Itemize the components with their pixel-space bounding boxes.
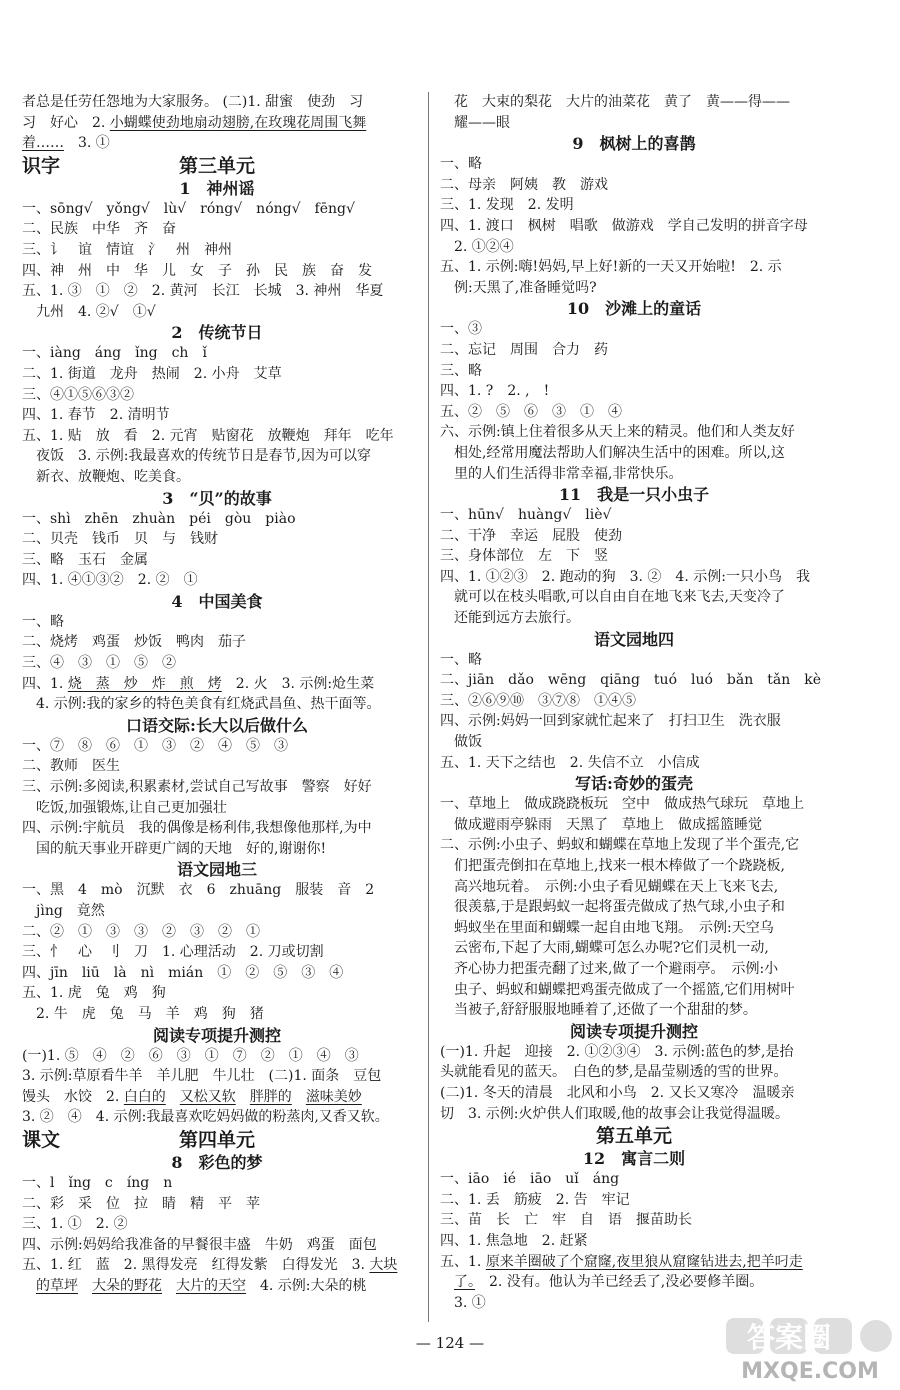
answer-line <box>440 608 828 629</box>
answer-line <box>440 154 828 175</box>
answer-line <box>22 219 412 240</box>
answer-line <box>440 691 828 712</box>
answer-text: 三、略 <box>440 362 482 379</box>
answer-text: 三、苗 长 亡 牢 自 语 揠苗助长 <box>440 1212 692 1229</box>
answer-line <box>440 546 828 567</box>
answer-line <box>22 963 412 984</box>
watermark-logo <box>720 1314 896 1386</box>
answer-text: 一、略 <box>440 651 482 668</box>
answer-line <box>22 756 412 777</box>
answer-text: 三、讠 谊 情谊 氵 州 神州 <box>22 241 232 258</box>
answer-line <box>22 1066 412 1087</box>
answer-line <box>440 1104 828 1125</box>
answer-text: 二、母亲 阿姨 教 游戏 <box>440 176 608 193</box>
answer-text: 一、黑 4 mò 沉默 衣 6 zhuāng 服装 音 2 <box>22 882 375 899</box>
underlined-answer: 胖胖的 <box>249 1088 292 1105</box>
answer-line <box>440 711 828 732</box>
underlined-answer: 的草坪 <box>36 1277 78 1294</box>
answer-text: 例:天黑了,准备睡觉吗? <box>440 279 597 296</box>
answer-line <box>22 113 412 134</box>
answer-text: 二、忘记 周围 合力 药 <box>440 341 608 358</box>
answer-line <box>440 587 828 608</box>
answer-text: 五、1. 示例:嗨!妈妈,早上好!新的一天又开始啦! 2. 示 <box>440 259 782 276</box>
answer-text: 当被子,舒舒服服地睡着了,还做了一个甜甜的梦。 <box>440 1002 757 1019</box>
answer-line <box>22 983 412 1004</box>
answer-line <box>22 632 412 653</box>
answer-line <box>440 361 828 382</box>
underlined-answer: 原来羊圈破了个窟窿,夜里狼从窟窿钻进去,把羊叼走 <box>485 1253 803 1270</box>
answer-text: 四、示例:宇航员 我的偶像是杨利伟,我想像他那样,为中 <box>22 820 372 837</box>
answer-text: 2. ①②④ <box>440 238 514 255</box>
lesson-title: 10 沙滩上的童话 <box>566 299 702 319</box>
answer-line <box>440 1272 828 1293</box>
answer-text: 六、示例:镇上住着很多从天上来的精灵。他们和人类友好 <box>440 424 795 441</box>
lesson-title: 4 中国美食 <box>171 591 263 611</box>
lesson-title: 8 彩色的梦 <box>171 1152 263 1172</box>
answer-text: 还能到远方去旅行。 <box>440 610 580 627</box>
answer-text: 新衣、放鞭炮、吃美食。 <box>22 468 190 485</box>
lesson-title: 3 “贝”的故事 <box>162 488 272 508</box>
answer-text: 耀——眼 <box>440 114 510 131</box>
answer-text: 3. ① <box>64 135 110 152</box>
answer-text: 三、④①⑤⑥③② <box>22 386 134 403</box>
answer-text: 三、身体部位 左 下 竖 <box>440 548 608 565</box>
answer-line <box>22 343 412 364</box>
answer-text <box>292 1089 306 1105</box>
answer-text: 2. 火 3. 示例:炝生菜 <box>221 675 375 692</box>
answer-line <box>22 529 412 550</box>
answer-text: 二、彩 采 位 拉 睛 精 平 苹 <box>22 1195 260 1212</box>
answer-line <box>22 281 412 302</box>
answer-line <box>440 897 828 918</box>
answer-line <box>440 794 828 815</box>
answer-text: 三、1. ① 2. ② <box>22 1216 128 1233</box>
answer-line <box>22 901 412 922</box>
section-tag: 识字 <box>22 154 61 177</box>
answer-text: 4. 示例:我的家乡的特色美食有红烧武昌鱼、热干面等。 <box>22 696 381 713</box>
answer-line <box>440 381 828 402</box>
answer-line <box>440 918 828 939</box>
answer-text: 一、⑦ ⑧ ⑥ ① ③ ② ④ ⑤ ③ <box>22 737 288 754</box>
answer-text: 做饭 <box>440 734 482 751</box>
answer-text: 三、略 玉石 金属 <box>22 551 148 568</box>
answer-line <box>22 570 412 591</box>
answer-text: 二、1. 街道 龙舟 热闹 2. 小舟 艾草 <box>22 365 282 382</box>
answer-text: 四、示例:妈妈一回到家就忙起来了 打扫卫生 洗衣服 <box>440 713 781 730</box>
underlined-answer: 大块 <box>369 1257 398 1274</box>
answer-text: 五、1. <box>440 1253 486 1270</box>
answer-text: 二、② ① ③ ③ ② ③ ② ① <box>22 923 260 940</box>
answer-text: 三、1. 发现 2. 发明 <box>440 197 574 214</box>
answer-text: 头就能看见的蓝天。 白色的梦,是晶莹剔透的雪的世界。 <box>440 1064 788 1081</box>
answer-text: 一、hūn√ huàng√ liè√ <box>440 507 612 524</box>
answer-line <box>22 942 412 963</box>
answer-line <box>22 1235 412 1256</box>
watermark-domain: MXQE.COM <box>741 1359 879 1384</box>
answer-text: 馒头 水饺 2. <box>22 1088 124 1105</box>
answer-line <box>440 732 828 753</box>
answer-text: 四、1. 渡口 枫树 唱歌 做游戏 学自己发明的拼音字母 <box>440 217 808 234</box>
lesson-title: 12 寓言二则 <box>582 1149 686 1169</box>
answer-text: jìng 竟然 <box>22 903 105 919</box>
unit-title: 第四单元 <box>178 1128 255 1151</box>
answer-text: 吃饭,加强锻炼,让自己更加强壮 <box>22 799 227 816</box>
answer-text: 五、1. 天下之结也 2. 失信不立 小信成 <box>440 754 700 771</box>
unit-header <box>22 1128 412 1152</box>
answer-text: 虫子、蚂蚁和蝴蝶把鸡蛋壳做成了一个摇篮,它们用树叶 <box>440 981 795 998</box>
lesson-title: 阅读专项提升测控 <box>152 1025 281 1045</box>
answer-line <box>22 467 412 488</box>
answer-line <box>22 674 412 695</box>
answer-line <box>440 835 828 856</box>
answer-text: 高兴地玩着。 示例:小虫子看见蝴蝶在天上飞来飞去, <box>440 878 779 895</box>
answer-line <box>440 278 828 299</box>
answer-line <box>440 1083 828 1104</box>
answer-text: 一、l ǐng c íng n <box>22 1174 173 1191</box>
answer-text: 就可以在枝头唱歌,可以自由自在地飞来飞去,天变冷了 <box>440 589 785 606</box>
answer-line <box>22 385 412 406</box>
answer-line <box>440 1169 828 1190</box>
answer-text: 五、1. ③ ① ② 2. 黄河 长江 长城 3. 神州 华夏 <box>22 283 384 300</box>
answer-text: 四、1. 焦急地 2. 赶紧 <box>440 1232 588 1249</box>
underlined-answer: 滋味美妙 <box>305 1088 362 1105</box>
answer-line <box>440 464 828 485</box>
right-column <box>440 92 828 1313</box>
lesson-title: 口语交际:长大以后做什么 <box>126 715 308 735</box>
answer-text: 相处,经常用魔法帮助人们解决生活中的困难。所以,这 <box>440 444 785 461</box>
answer-line <box>440 195 828 216</box>
answer-line <box>22 653 412 674</box>
answer-text: 一、sōng√ yǒng√ lù√ róng√ nóng√ fēng√ <box>22 200 355 217</box>
answer-line <box>440 1231 828 1252</box>
answer-text: 二、示例:小虫子、蚂蚁和蝴蝶在草地上发现了半个蛋壳,它 <box>440 837 800 854</box>
unit-title: 第五单元 <box>595 1125 672 1148</box>
answer-line <box>440 856 828 877</box>
answer-text: 习 好心 2. <box>22 114 110 131</box>
lesson-title: 11 我是一只小虫子 <box>558 485 710 505</box>
answer-line <box>22 839 412 860</box>
answer-line <box>440 938 828 959</box>
answer-text: 切 3. 示例:火炉供人们取暖,他的故事会让我觉得温暖。 <box>440 1105 789 1122</box>
lesson-title: 9 枫树上的喜鹊 <box>572 134 696 154</box>
answer-line <box>440 422 828 443</box>
answer-text: 四、1. 春节 2. 清明节 <box>22 407 170 424</box>
answer-line <box>22 92 412 113</box>
answer-text: (一)1. 升起 迎接 2. ①②③④ 3. 示例:蓝色的梦,是抬 <box>440 1043 794 1060</box>
answer-line <box>22 405 412 426</box>
answer-line <box>22 199 412 220</box>
answer-text: (二)1. 冬天的清晨 北风和小鸟 2. 又长又寒冷 温暖亲 <box>440 1084 795 1101</box>
answer-line <box>440 402 828 423</box>
answer-text: 们把蛋壳倒扣在草地上,找来一根木棒做了一个跷跷板, <box>440 858 785 874</box>
answer-text: 花 大束的梨花 大片的油菜花 黄了 黄——得—— <box>440 94 790 110</box>
answer-text: 里的人们生活得非常幸福,非常快乐。 <box>440 465 683 482</box>
answer-line <box>440 1252 828 1273</box>
answer-line <box>440 877 828 898</box>
answer-text: 3. 示例:草原看牛羊 羊儿肥 牛儿壮 (二)1. 面条 豆包 <box>22 1068 382 1085</box>
column-divider <box>428 92 429 1322</box>
answer-line <box>22 1173 412 1194</box>
answer-text: 3. ② ④ 4. 示例:我最喜欢吃妈妈做的粉蒸肉,又香又软。 <box>22 1109 389 1126</box>
answer-text: 二、烧烤 鸡蛋 炒饭 鸭肉 茄子 <box>22 634 246 651</box>
answer-line <box>440 237 828 258</box>
answer-line <box>22 1214 412 1235</box>
answer-text: 一、略 <box>22 613 64 630</box>
answer-text: 者总是任劳任怨地为大家服务。 (二)1. 甜蜜 使劲 习 <box>22 94 364 110</box>
answer-line <box>22 818 412 839</box>
answer-line <box>440 567 828 588</box>
answer-line <box>22 446 412 467</box>
answer-text: (一)1. ⑤ ④ ② ⑥ ③ ① ⑦ ② ① ④ ③ <box>22 1047 359 1064</box>
answer-text <box>22 1278 36 1294</box>
answer-text: 4. 示例:大朵的桃 <box>246 1277 367 1294</box>
answer-line <box>22 880 412 901</box>
answer-line <box>440 650 828 671</box>
answer-text: 2. 牛 虎 兔 马 羊 鸡 狗 猪 <box>22 1005 264 1022</box>
left-column <box>22 92 412 1297</box>
answer-text: 夜饭 3. 示例:我最喜欢的传统节日是春节,因为可以穿 <box>22 448 371 465</box>
answer-text <box>166 1089 180 1105</box>
underlined-answer: 大片的天空 <box>176 1277 246 1294</box>
answer-text: 九州 4. ②√ ①√ <box>22 303 156 320</box>
underlined-answer: 小蝴蝶使劲地扇动翅膀,在玫瑰花周围飞舞 <box>109 114 367 131</box>
answer-text: 三、忄 心 刂 刀 1. 心理活动 2. 刀或切割 <box>22 944 324 961</box>
answer-text: 四、1. ①②③ 2. 跑动的狗 3. ② 4. 示例:一只小鸟 我 <box>440 568 810 585</box>
answer-line <box>22 1276 412 1297</box>
answer-text: 国的航天事业开辟更广阔的天地 好的,谢谢你! <box>22 840 327 857</box>
underlined-answer: 又松又软 <box>179 1088 236 1105</box>
answer-text: 五、② ⑤ ⑥ ③ ① ④ <box>440 403 622 420</box>
answer-line <box>22 426 412 447</box>
answer-line <box>440 1000 828 1021</box>
answer-line <box>22 922 412 943</box>
answer-text: 四、1. ④①③② 2. ② ① <box>22 572 198 589</box>
answer-line <box>440 340 828 361</box>
answer-text: 二、民族 中华 齐 奋 <box>22 221 176 238</box>
answer-line <box>22 612 412 633</box>
underlined-answer: 大朵的野花 <box>92 1277 162 1294</box>
answer-text: 五、1. 贴 放 看 2. 元宵 贴窗花 放鞭炮 拜年 吃年 <box>22 427 394 444</box>
answer-line <box>22 798 412 819</box>
answer-line <box>440 1190 828 1211</box>
answer-text: 一、略 <box>440 156 482 173</box>
answer-line <box>440 670 828 691</box>
answer-text: 很羡慕,于是跟蚂蚁一起将蛋壳做成了热气球,小虫子和 <box>440 899 785 916</box>
lesson-title: 1 神州谣 <box>179 178 255 198</box>
answer-line <box>440 1062 828 1083</box>
answer-text: 一、iāo ié iāo uǐ áng <box>440 1171 620 1188</box>
answer-text: 二、1. 丢 筋疲 2. 告 牢记 <box>440 1191 630 1208</box>
answer-text <box>440 1274 454 1290</box>
underlined-answer: 了。 <box>454 1274 475 1291</box>
lesson-title: 语文园地三 <box>176 860 257 880</box>
answer-line <box>440 753 828 774</box>
answer-line <box>22 1004 412 1025</box>
answer-text: 一、shì zhēn zhuàn péi gòu piào <box>22 510 296 527</box>
answer-line <box>440 526 828 547</box>
answer-text: 四、1. <box>22 675 68 692</box>
answer-text: 2. 没有。他认为羊已经丢了,没必要修羊圈。 <box>475 1274 764 1291</box>
answer-line <box>440 1210 828 1231</box>
answer-text: 五、1. 红 蓝 2. 黑得发亮 红得发紫 白得发光 3. <box>22 1257 370 1274</box>
unit-title: 第三单元 <box>178 154 255 177</box>
page-number: — 124 — <box>415 1334 485 1352</box>
answer-line <box>22 1194 412 1215</box>
answer-line <box>440 257 828 278</box>
lesson-title: 2 传统节日 <box>171 323 263 343</box>
answer-line <box>22 240 412 261</box>
underlined-answer: 烧 蒸 炒 炸 煎 烤 <box>67 675 222 692</box>
answer-text: 3. ① <box>440 1294 486 1311</box>
answer-text <box>78 1278 92 1294</box>
answer-line <box>440 443 828 464</box>
answer-text: 四、示例:妈妈给我准备的早餐很丰盛 牛奶 鸡蛋 面包 <box>22 1236 377 1253</box>
answer-text: 二、干净 幸运 屁股 使劲 <box>440 527 622 544</box>
answer-text: 云密布,下起了大雨,蝴蝶可怎么办呢?它们灵机一动, <box>440 940 769 957</box>
answer-text: 二、教师 医生 <box>22 758 120 775</box>
answer-text: 做成避雨亭躲雨 天黑了 草地上 做成摇篮睡觉 <box>440 816 762 833</box>
answer-line <box>22 509 412 530</box>
answer-text: 四、1. ? 2. , ! <box>440 383 550 400</box>
watermark-brand: 答案圈 <box>746 1321 832 1354</box>
answer-line <box>440 959 828 980</box>
answer-line <box>440 1042 828 1063</box>
answer-line <box>440 216 828 237</box>
lesson-title: 语文园地四 <box>593 629 674 649</box>
answer-text: 五、1. 虎 兔 鸡 狗 <box>22 985 166 1002</box>
answer-text: 三、示例:多阅读,积累素材,尝试自己写故事 警察 好好 <box>22 779 372 796</box>
answer-line <box>22 1107 412 1128</box>
answer-line <box>440 175 828 196</box>
lesson-title: 阅读专项提升测控 <box>569 1021 698 1041</box>
answer-text: 一、③ <box>440 321 482 338</box>
answer-line <box>440 815 828 836</box>
underlined-answer: 白白的 <box>123 1088 166 1105</box>
answer-text: 二、jiān dǎo wēng qiāng tuó luó bǎn tǎn kè <box>440 672 822 689</box>
answer-text: 三、④ ③ ① ⑤ ② <box>22 655 176 672</box>
lesson-title: 写话:奇妙的蛋壳 <box>575 774 693 794</box>
answer-line <box>440 113 828 134</box>
answer-line <box>22 261 412 282</box>
answer-text <box>162 1278 176 1294</box>
answer-line <box>22 302 412 323</box>
answer-line <box>22 1046 412 1067</box>
answer-text: 蚂蚁坐在里面和蝴蝶一起自由地飞翔。 示例:天空乌 <box>440 919 774 936</box>
answer-text: 一、iàng áng ǐng ch ǐ <box>22 345 207 362</box>
answer-line <box>440 505 828 526</box>
answer-line <box>22 1087 412 1108</box>
answer-line <box>22 550 412 571</box>
answer-line <box>440 92 828 113</box>
answer-line <box>22 133 412 154</box>
section-tag: 课文 <box>22 1128 61 1151</box>
answer-line <box>22 694 412 715</box>
answer-line <box>440 1293 828 1314</box>
answer-text: 一、草地上 做成跷跷板玩 空中 做成热气球玩 草地上 <box>440 796 804 813</box>
answer-line <box>440 319 828 340</box>
answer-text <box>236 1089 250 1105</box>
answer-text: 四、神 州 中 华 儿 女 子 孙 民 族 奋 发 <box>22 262 372 279</box>
answer-line <box>22 736 412 757</box>
underlined-answer: 着…… <box>22 135 64 152</box>
answer-line <box>22 364 412 385</box>
unit-header <box>22 154 412 178</box>
answer-text: 齐心协力把蛋壳翻了过来,做了一个避雨亭。 示例:小 <box>440 960 779 977</box>
answer-text: 三、②⑥⑨⑩ ③⑦⑧ ①④⑤ <box>440 692 636 709</box>
answer-text: 二、贝壳 钱币 贝 与 钱财 <box>22 531 218 548</box>
answer-line <box>440 980 828 1001</box>
answer-line <box>22 777 412 798</box>
answer-text: 四、jīn liū là nì mián ① ② ⑤ ③ ④ <box>22 964 344 981</box>
answer-line <box>22 1255 412 1276</box>
